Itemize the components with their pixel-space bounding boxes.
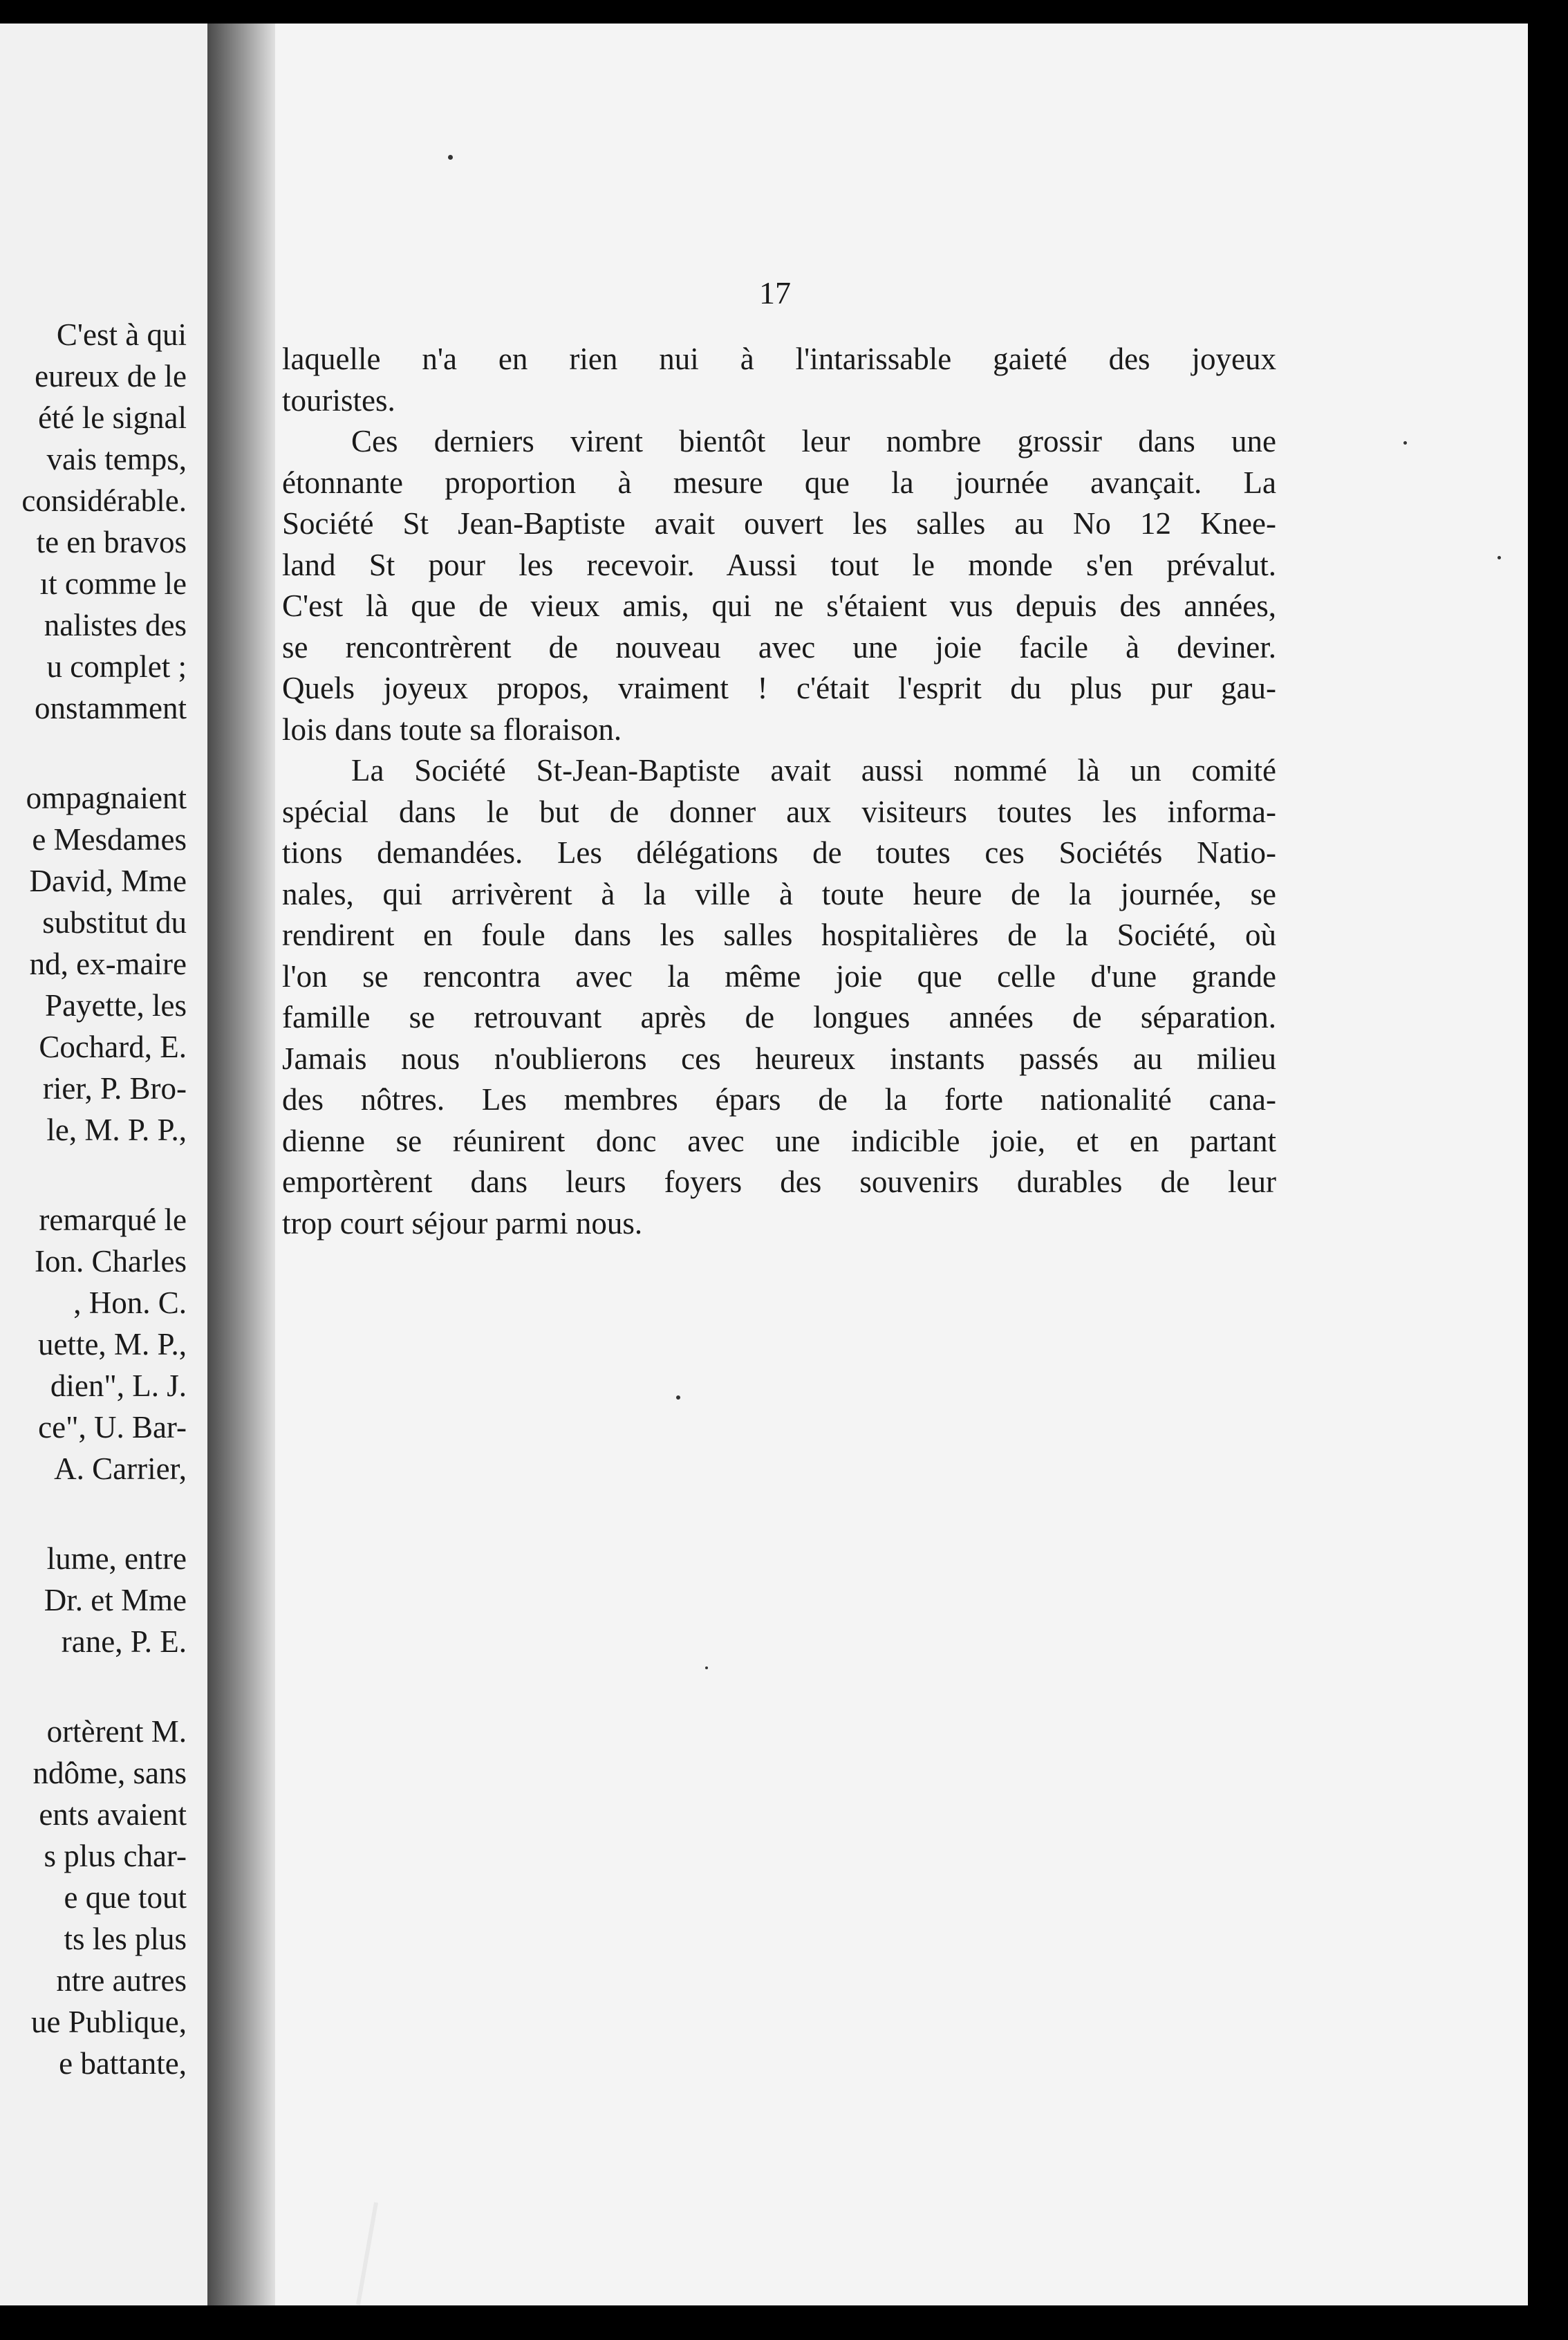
text-line: tions demandées. Les délégations de toutes ces Sociétés Natio-: [282, 835, 1276, 870]
left-line: ndôme, sans: [32, 1756, 187, 1790]
left-line: rane, P. E.: [61, 1624, 187, 1659]
left-line: ue Publique,: [31, 2005, 187, 2039]
left-line: dien", L. J.: [50, 1368, 187, 1403]
left-line: onstamment: [35, 691, 187, 725]
text-line: lois dans toute sa floraison.: [282, 712, 622, 747]
scan-speck: [705, 1666, 708, 1669]
text-line: land St pour les recevoir. Aussi tout le monde s'en prévalut.: [282, 547, 1276, 582]
text-line: La Société St-Jean-Baptiste avait aussi nommé là un comité: [351, 753, 1276, 788]
text-line: se rencontrèrent de nouveau avec une joie facile à deviner.: [282, 629, 1276, 665]
text-line: spécial dans le but de donner aux visiteurs toutes les informa-: [282, 794, 1276, 829]
left-line: ıt comme le: [39, 566, 187, 601]
scan-speck: [448, 155, 453, 160]
left-line: rier, P. Bro-: [42, 1071, 187, 1106]
left-line: substitut du: [42, 905, 187, 940]
left-line: Payette, les: [45, 988, 187, 1023]
scan-speck: [1497, 556, 1501, 559]
text-line: laquelle n'a en rien nui à l'intarissable gaieté des joyeux: [282, 342, 1276, 376]
left-line: uette, M. P.,: [37, 1327, 187, 1362]
left-line: lume, entre: [46, 1541, 187, 1576]
left-line: ortèrent M.: [46, 1714, 187, 1749]
left-line: Dr. et Mme: [44, 1583, 187, 1617]
left-line: ce", U. Bar-: [38, 1410, 187, 1445]
text-line: dienne se réunirent donc avec une indicible joie, et en partant: [282, 1123, 1276, 1158]
left-line: s plus char-: [44, 1839, 187, 1873]
text-line: étonnante proportion à mesure que la journée avançait. La: [282, 465, 1276, 500]
left-line: e Mesdames: [32, 822, 187, 857]
left-line: eureux de le: [35, 359, 187, 393]
left-line: A. Carrier,: [54, 1451, 187, 1486]
left-line: vais temps,: [46, 442, 187, 476]
previous-page-fragment: [0, 24, 207, 2305]
text-line: Jamais nous n'oublierons ces heureux instants passés au milieu: [282, 1041, 1276, 1076]
left-line: ts les plus: [64, 1922, 187, 1956]
text-line: rendirent en foule dans les salles hospitalières de la Société, où: [282, 918, 1276, 952]
text-line: touristes.: [282, 382, 395, 418]
left-line: David, Mme: [29, 864, 187, 898]
left-line: été le signal: [38, 400, 187, 435]
left-line: nd, ex-maire: [29, 947, 187, 981]
page-body-text: [282, 339, 1276, 1244]
left-line: considérable.: [21, 483, 187, 518]
scan-scratch: [356, 2202, 378, 2305]
text-line: trop court séjour parmi nous.: [282, 1205, 643, 1241]
left-line: Ion. Charles: [35, 1244, 187, 1279]
text-line: l'on se rencontra avec la même joie que celle d'une grande: [282, 958, 1276, 994]
text-line: C'est là que de vieux amis, qui ne s'étaient vus depuis des années,: [282, 588, 1276, 623]
left-line: Cochard, E.: [39, 1030, 187, 1064]
text-line: des nôtres. Les membres épars de la forte nationalité cana-: [282, 1082, 1276, 1117]
left-line: nalistes des: [44, 608, 187, 642]
left-line: , Hon. C.: [73, 1285, 187, 1320]
text-line: Société St Jean-Baptiste avait ouvert les salles au No 12 Knee-: [282, 506, 1276, 541]
page-number: 17: [759, 275, 791, 310]
scan-speck: [1403, 441, 1407, 445]
text-line: Ces derniers virent bientôt leur nombre grossir dans une: [351, 424, 1276, 458]
text-line: nales, qui arrivèrent à la ville à toute heure de la journée, se: [282, 876, 1276, 911]
left-line: le, M. P. P.,: [46, 1113, 187, 1147]
text-line: Quels joyeux propos, vraiment ! c'était l'esprit du plus pur gau-: [282, 671, 1276, 705]
left-line: ompagnaient: [26, 781, 187, 815]
text-line: famille se retrouvant après de longues années de séparation.: [282, 1000, 1276, 1034]
left-line: remarqué le: [39, 1202, 187, 1237]
left-line: e que tout: [64, 1880, 187, 1915]
left-line: C'est à qui: [56, 317, 187, 352]
left-line: te en bravos: [36, 525, 187, 559]
book-spine-gutter: [207, 24, 275, 2305]
scan-border: [1528, 0, 1568, 2340]
left-line: e battante,: [59, 2046, 187, 2081]
scan-speck: [676, 1395, 680, 1400]
text-line: emportèrent dans leurs foyers des souvenirs durables de leur: [282, 1164, 1276, 1199]
left-line: ents avaient: [39, 1797, 187, 1832]
left-line: u complet ;: [46, 649, 187, 684]
left-line: ntre autres: [56, 1963, 187, 1998]
